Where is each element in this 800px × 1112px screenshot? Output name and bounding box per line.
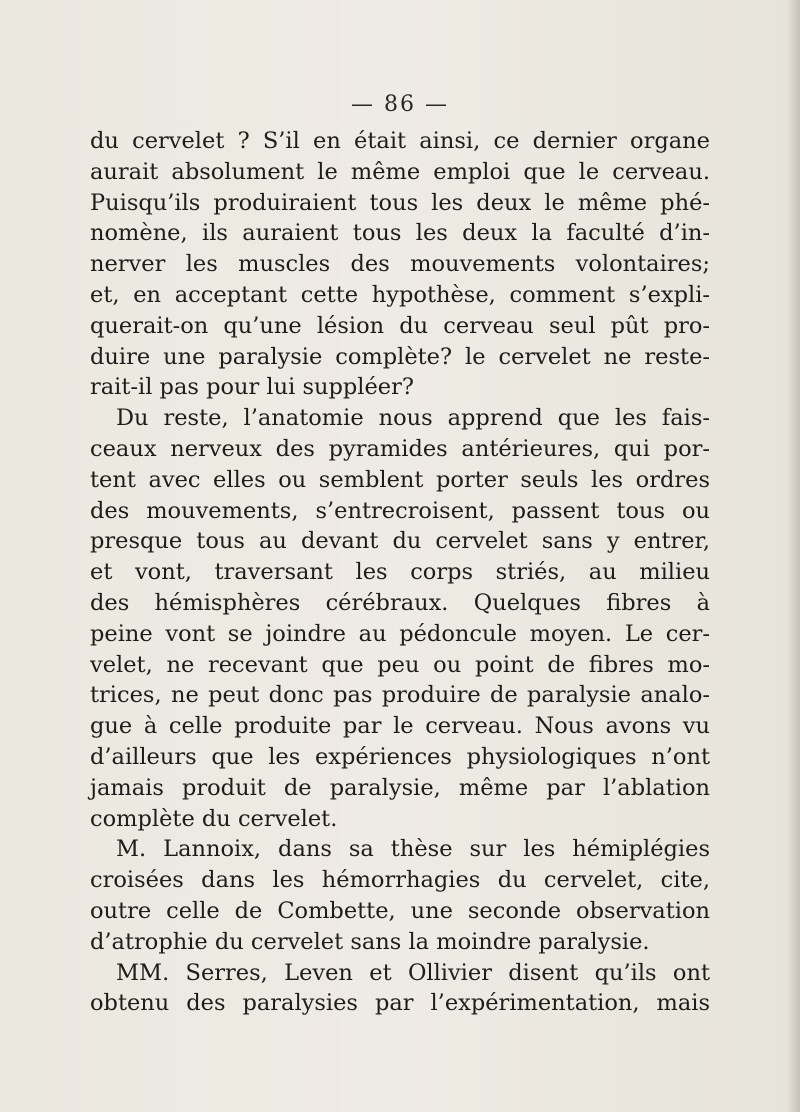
page-edge-shadow [786, 0, 800, 1112]
text-line: Puisqu’ils produiraient tous les deux le même phé- [90, 189, 710, 216]
text-line: complète du cervelet. [90, 805, 338, 832]
page-number: — 86 — [351, 92, 449, 117]
paragraph-start-line: MM. Serres, Leven et Ollivier disent qu’ils ont [116, 959, 710, 986]
body-text [90, 126, 710, 1019]
text-line: ceaux nerveux des pyramides antérieures, qui por- [90, 435, 710, 462]
paragraph-start-line: Du reste, l’anatomie nous apprend que les fais- [116, 405, 710, 432]
text-line: d’ailleurs que les expériences physiologiques n’ont [90, 743, 710, 770]
text-line: nerver les muscles des mouvements volontaires; [90, 251, 710, 278]
text-line: rait-il pas pour lui suppléer? [90, 374, 414, 401]
text-line: tent avec elles ou semblent porter seuls les ordres [90, 466, 710, 493]
text-line: croisées dans les hémorrhagies du cervelet, cite, [90, 867, 710, 894]
text-line: velet, ne recevant que peu ou point de fibres mo- [90, 651, 710, 678]
text-line: peine vont se joindre au pédoncule moyen. Le cer- [90, 620, 710, 647]
text-line: d’atrophie du cervelet sans la moindre paralysie. [90, 928, 650, 955]
text-line: et, en acceptant cette hypothèse, comment s’expli- [90, 281, 710, 308]
text-line: trices, ne peut donc pas produire de paralysie analo- [90, 682, 710, 709]
text-line: presque tous au devant du cervelet sans y entrer, [90, 528, 710, 555]
text-line: duire une paralysie complète? le cervelet ne reste- [90, 343, 710, 370]
text-line: aurait absolument le même emploi que le cerveau. [90, 158, 710, 185]
text-line: du cervelet ? S’il en était ainsi, ce dernier organe [90, 128, 710, 154]
text-line: querait-on qu’une lésion du cerveau seul pût pro- [90, 312, 710, 339]
text-line: et vont, traversant les corps striés, au milieu [90, 559, 710, 586]
text-line: gue à celle produite par le cerveau. Nous avons vu [90, 713, 710, 740]
paragraph-start-line: M. Lannoix, dans sa thèse sur les hémiplégies [116, 836, 710, 863]
text-line: des hémisphères cérébraux. Quelques fibres à [90, 589, 710, 616]
text-line: nomène, ils auraient tous les deux la faculté d’in- [90, 220, 710, 247]
text-line: jamais produit de paralysie, même par l’ablation [90, 774, 710, 801]
text-line: outre celle de Combette, une seconde observation [90, 897, 710, 924]
text-line: obtenu des paralysies par l’expérimentation, mais [90, 990, 710, 1017]
text-line: des mouvements, s’entrecroisent, passent tous ou [90, 497, 710, 524]
